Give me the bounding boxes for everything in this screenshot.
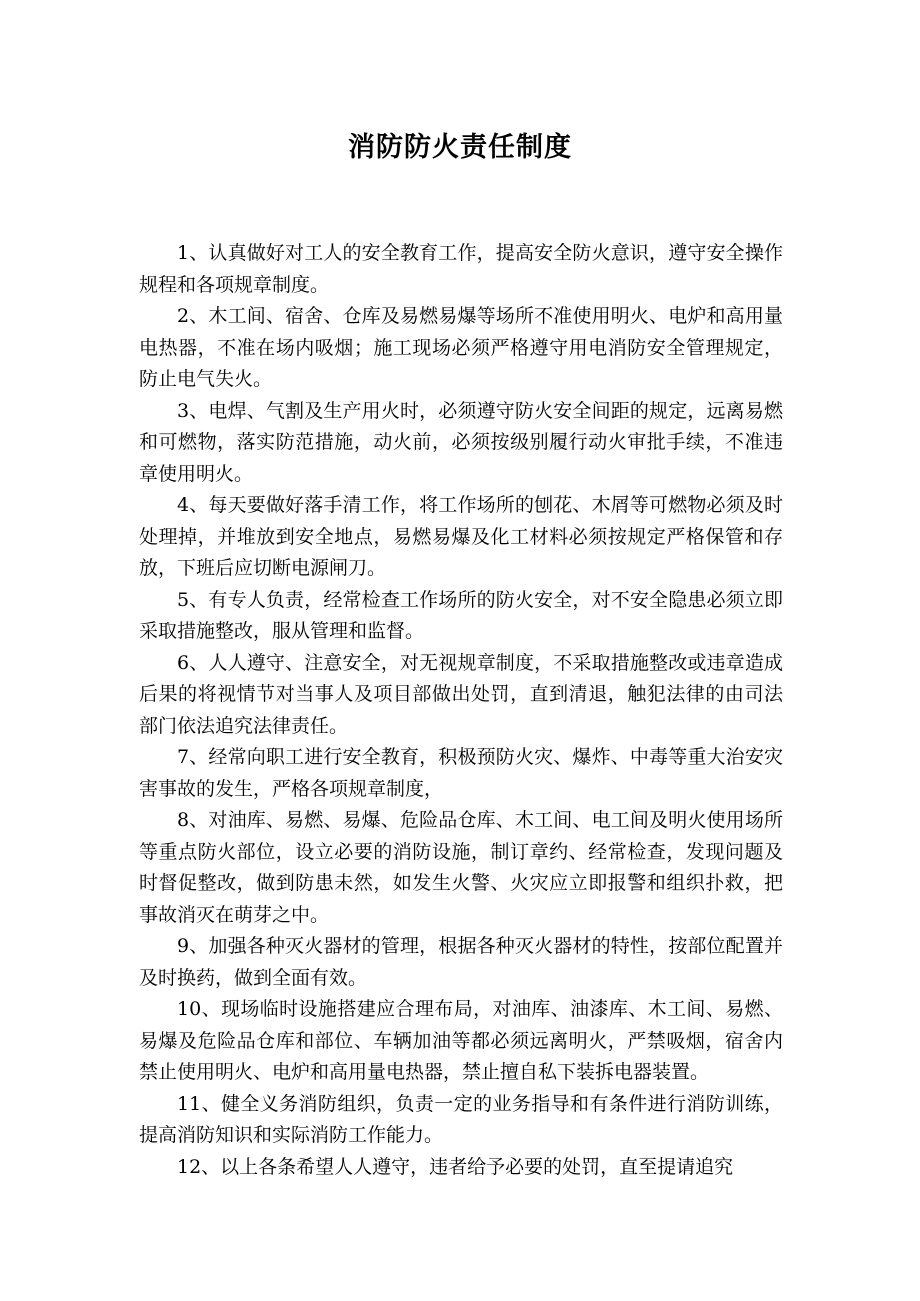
paragraph-2: 2、木工间、宿舍、仓库及易燃易爆等场所不准使用明火、电炉和高用量电热器，不准在场内吸烟；施工现场必须严格遵守用电消防安全管理规定，防止电气失火。 xyxy=(139,305,783,390)
paragraph-11: 11、健全义务消防组织，负责一定的业务指导和有条件进行消防训练，提高消防知识和实际消防工作能力。 xyxy=(139,1092,783,1146)
paragraph-5: 5、有专人负责，经常检查工作场所的防火安全，对不安全隐患必须立即采取措施整改，服从管理和监督。 xyxy=(139,588,783,642)
document-body xyxy=(139,238,783,1183)
paragraph-8: 8、对油库、易燃、易爆、危险品仓库、木工间、电工间及明火使用场所等重点防火部位，设立必要的消防设施，制订章约、经常检查，发现问题及时督促整改，做到防患未然，如发生火警、火灾应立即报警和组织扑救，把事故消灭在萌芽之中。 xyxy=(139,809,783,926)
paragraph-4: 4、每天要做好落手清工作，将工作场所的刨花、木屑等可燃物必须及时处理掉，并堆放到安全地点，易燃易爆及化工材料必须按规定严格保管和存放，下班后应切断电源闸刀。 xyxy=(139,494,783,579)
paragraph-1: 1、认真做好对工人的安全教育工作，提高安全防火意识，遵守安全操作规程和各项规章制度。 xyxy=(139,242,783,296)
paragraph-9: 9、加强各种灭火器材的管理，根据各种灭火器材的特性，按部位配置并及时换药，做到全面有效。 xyxy=(139,935,783,989)
paragraph-12: 12、以上各条希望人人遵守，违者给予必要的处罚，直至提请追究 xyxy=(177,1155,734,1178)
paragraph-3: 3、电焊、气割及生产用火时，必须遵守防火安全间距的规定，远离易燃和可燃物，落实防范措施，动火前，必须按级别履行动火审批手续，不准违章使用明火。 xyxy=(139,399,783,485)
page-title: 消防防火责任制度 xyxy=(348,132,572,163)
paragraph-7: 7、经常向职工进行安全教育，积极预防火灾、爆炸、中毒等重大治安灾害事故的发生，严格各项规章制度， xyxy=(139,746,783,800)
paragraph-10: 10、现场临时设施搭建应合理布局，对油库、油漆库、木工间、易燃、易爆及危险品仓库和部位、车辆加油等都必须远离明火，严禁吸烟，宿舍内禁止使用明火、电炉和高用量电热器，禁止擅自私下装拆电器装置。 xyxy=(139,998,783,1083)
paragraph-6: 6、人人遵守、注意安全，对无视规章制度，不采取措施整改或违章造成后果的将视情节对当事人及项目部做出处罚，直到清退，触犯法律的由司法部门依法追究法律责任。 xyxy=(139,651,783,737)
